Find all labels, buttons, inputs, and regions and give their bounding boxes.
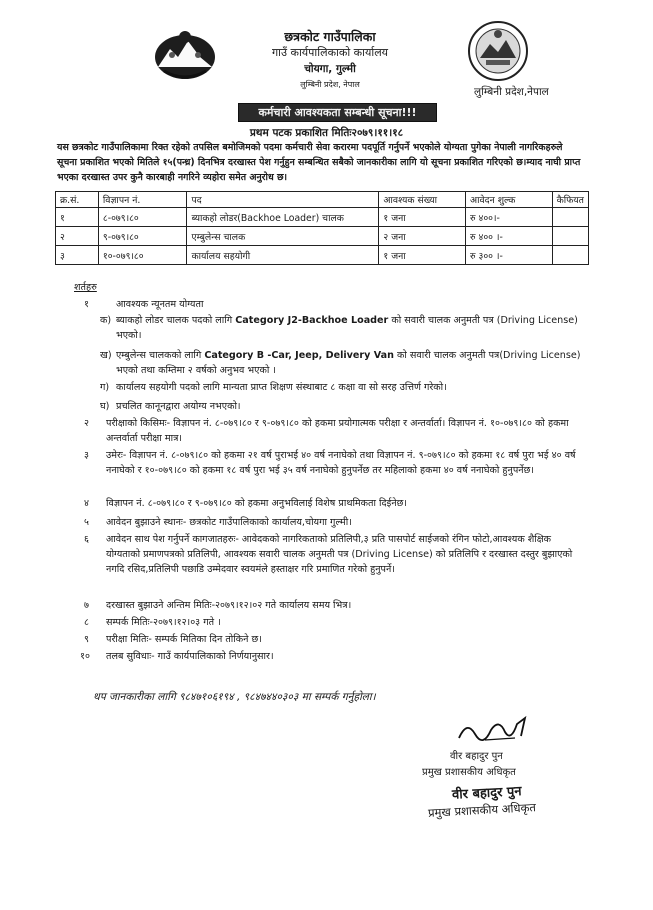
cell-required: १ जना: [379, 246, 466, 265]
table-header-row: [56, 192, 589, 208]
term-1-kha-label: ख): [100, 350, 112, 361]
term-6: आवेदन साथ पेश गर्नुपर्ने कागजातहरुः- आवेदकको नागरिकताको प्रतिलिपी,३ प्रति पासपोर्ट साईजको रंगिन फोटो,आवश्यक शैक्षिक योग्यताको प्रमाणपत्रको प्रतिलिपी, आवश्यक सवारी चालक अनुमती पत्र (Driving License) को प्रतिलिपि र दरखास्त दस्तुर बुझाएको नगदि रसिद,प्रतिलिपी पछाडि उम्मेदवार स्वयमंले हस्ताक्षर गरि प्रमाणित गरेको हुनुपर्ने।: [106, 534, 573, 575]
posts-table: [55, 191, 589, 265]
term-1-ga: कार्यालय सहयोगी पदको लागि मान्यता प्राप्त शिक्षण संस्थाबाट ८ कक्षा वा सो सरह उत्तिर्ण गरेको।: [116, 382, 447, 393]
stamp-title: प्रमुख प्रशासकीय अधिकृत: [427, 800, 537, 820]
term-1-kha-pre: एम्बुलेन्स चालकको लागि: [116, 350, 202, 361]
term-number: ४: [84, 498, 89, 509]
cell-post: कार्यालय सहयोगी: [187, 246, 379, 265]
col-post: पद: [187, 192, 379, 208]
term-number: १: [84, 299, 89, 310]
term-9: परीक्षा मितिः- सम्पर्क मितिका दिन तोकिने छ।: [106, 634, 262, 645]
term-number: ७: [84, 600, 89, 611]
col-remarks: कैफियत: [552, 192, 588, 208]
cell-sn: १: [56, 208, 99, 227]
col-required: आवश्यक संख्या: [379, 192, 466, 208]
contact-line: थप जानकारीका लागि ९८४७१०६१९४ , ९८४७४४०३०३ मा सम्पर्क गर्नुहोला।: [93, 691, 376, 703]
cell-remarks: [552, 246, 588, 265]
signature-icon: [455, 712, 535, 746]
cell-adv-no: ८-०७९।८०: [98, 208, 187, 227]
col-sn: क्र.सं.: [56, 192, 99, 208]
cell-required: २ जना: [379, 227, 466, 246]
cell-fee: रु ३०० ।-: [466, 246, 553, 265]
term-1-ka-post: को सवारी चालक अनुमती पत्र (Driving License) भएको।: [116, 315, 578, 341]
term-1-gha-label: घ): [100, 401, 110, 412]
intro-paragraph: यस छत्रकोट गाउँपालिकामा रिक्त रहेको तपसिल बमोजिमको पदमा कर्मचारी सेवा करारमा पदपूर्ति गर्नुपर्ने भएकोले योग्यता पुगेका नेपाली नागरिकहरुले सूचना प्रकाशित भएको मितिले १५(पन्ध्र) दिनभित्र दरखास्त पेश गर्नुहुन सम्बन्धित सबैको जानकारीका लागि यो सूचना प्रकाशित गरिएको छ।म्याद नाघी प्राप्त भएका दरखास्त उपर कुनै कारबाही नगरिने व्यहोरा समेत अनुरोध छ।: [57, 142, 581, 183]
cell-fee: रु ४०० ।-: [466, 227, 553, 246]
term-2: परीक्षाको किसिमः- विज्ञापन नं. ८-०७९।८० र ९-०७९।८० को हकमा प्रयोगात्मक परीक्षा र अन्तर्वार्ता। विज्ञापन नं. १०-०७९।८० को हकमा अन्तर्वार्ता परीक्षा मात्र।: [106, 418, 569, 444]
term-1-ka-label: क): [100, 315, 112, 326]
table-row: [56, 246, 589, 265]
term-1-gha: प्रचलित कानूनद्वारा अयोग्य नभएको।: [116, 401, 241, 412]
table-row: [56, 208, 589, 227]
term-10: तलब सुविधाः- गाउँ कार्यपालिकाको निर्णयानुसार।: [106, 651, 274, 662]
term-1-ka-category: Category J2-Backhoe Loader: [235, 315, 389, 326]
term-number: ६: [84, 534, 89, 545]
cell-sn: ३: [56, 246, 99, 265]
cell-adv-no: १०-०७९।८०: [98, 246, 187, 265]
term-4: विज्ञापन नं. ८-०७९।८० र ९-०७९।८० को हकमा अनुभविलाई विशेष प्राथमिकता दिईनेछ।: [106, 498, 408, 509]
term-8: सम्पर्क मितिः-२०७९।१२।०३ गते ।: [106, 617, 221, 628]
cell-fee: रु ४००।-: [466, 208, 553, 227]
term-number: १०: [80, 651, 90, 662]
municipality-name: छत्रकोट गाउँपालिका: [284, 29, 376, 44]
term-5: आवेदन बुझाउने स्थानः- छत्रकोट गाउँपालिकाको कार्यालय,चोयगा गुल्मी।: [106, 517, 352, 528]
signatory-title: प्रमुख प्रशासकीय अधिकृत: [422, 767, 516, 778]
cell-post: एम्बुलेन्स चालक: [187, 227, 379, 246]
term-1-ga-label: ग): [100, 382, 110, 393]
term-number: ५: [84, 517, 89, 528]
office-location: चोयगा, गुल्मी: [304, 63, 356, 75]
stamp-name: वीर बहादुर पुन: [451, 784, 522, 803]
term-1-kha-post: को सवारी चालक अनुमती पत्र(Driving License) भएको तथा कम्तिमा २ वर्षको अनुभव भएको ।: [116, 350, 581, 376]
office-name: गाउँ कार्यपालिकाको कार्यालय: [271, 46, 389, 59]
term-number: ८: [84, 617, 89, 628]
terms-heading: शर्तहरु: [74, 282, 97, 293]
term-1-kha: [116, 348, 586, 378]
term-number: ३: [84, 450, 89, 461]
term-1-ka-pre: ब्याकहो लोडर चालक पदको लागि: [116, 315, 233, 326]
term-3: उमेरः- विज्ञापन नं. ८-०७९।८० को हकमा २१ वर्ष पुराभई ४० वर्ष ननाघेको तथा विज्ञापन नं. ९-०७९।८० को हकमा १८ वर्ष पुरा भई ४० वर्ष ननाघेको र १०-०७९।८० को हकमा १८ वर्ष पुरा भई ३५ वर्ष ननाघेको हुनुपर्नेछ तर महिलाको हकमा ४० वर्ष ननाघेको हुनुपर्नेछ।: [106, 450, 576, 476]
cell-post: ब्याकहो लोडर(Backhoe Loader) चालक: [187, 208, 379, 227]
office-province: लुम्बिनी प्रदेश, नेपाल: [300, 80, 360, 89]
term-number: ९: [84, 634, 89, 645]
cell-adv-no: ९-०७९।८०: [98, 227, 187, 246]
province-label: लुम्बिनी प्रदेश,नेपाल: [474, 86, 549, 98]
term-7: दरखास्त बुझाउने अन्तिम मितिः-२०७९।१२।०२ गते कार्यालय समय भित्र।: [106, 600, 352, 611]
cell-remarks: [552, 227, 588, 246]
cell-required: १ जना: [379, 208, 466, 227]
term-1-kha-category: Category B -Car, Jeep, Delivery Van: [204, 350, 394, 361]
col-fee: आवेदन शुल्क: [466, 192, 553, 208]
municipality-seal-icon: [464, 20, 532, 82]
cell-remarks: [552, 208, 588, 227]
term-1-ka: [116, 313, 586, 343]
cell-sn: २: [56, 227, 99, 246]
col-adv-no: विज्ञापन नं.: [98, 192, 187, 208]
term-1: आवश्यक न्यूनतम योग्यता: [116, 299, 204, 310]
term-number: २: [84, 418, 89, 429]
first-publish-date: प्रथम पटक प्रकाशित मितिः२०७९।११।१८: [249, 127, 404, 139]
signatory-name: वीर बहादुर पुन: [450, 751, 503, 762]
notice-title: कर्मचारी आवश्यकता सम्बन्धी सूचना!!!: [238, 103, 437, 122]
table-row: [56, 227, 589, 246]
